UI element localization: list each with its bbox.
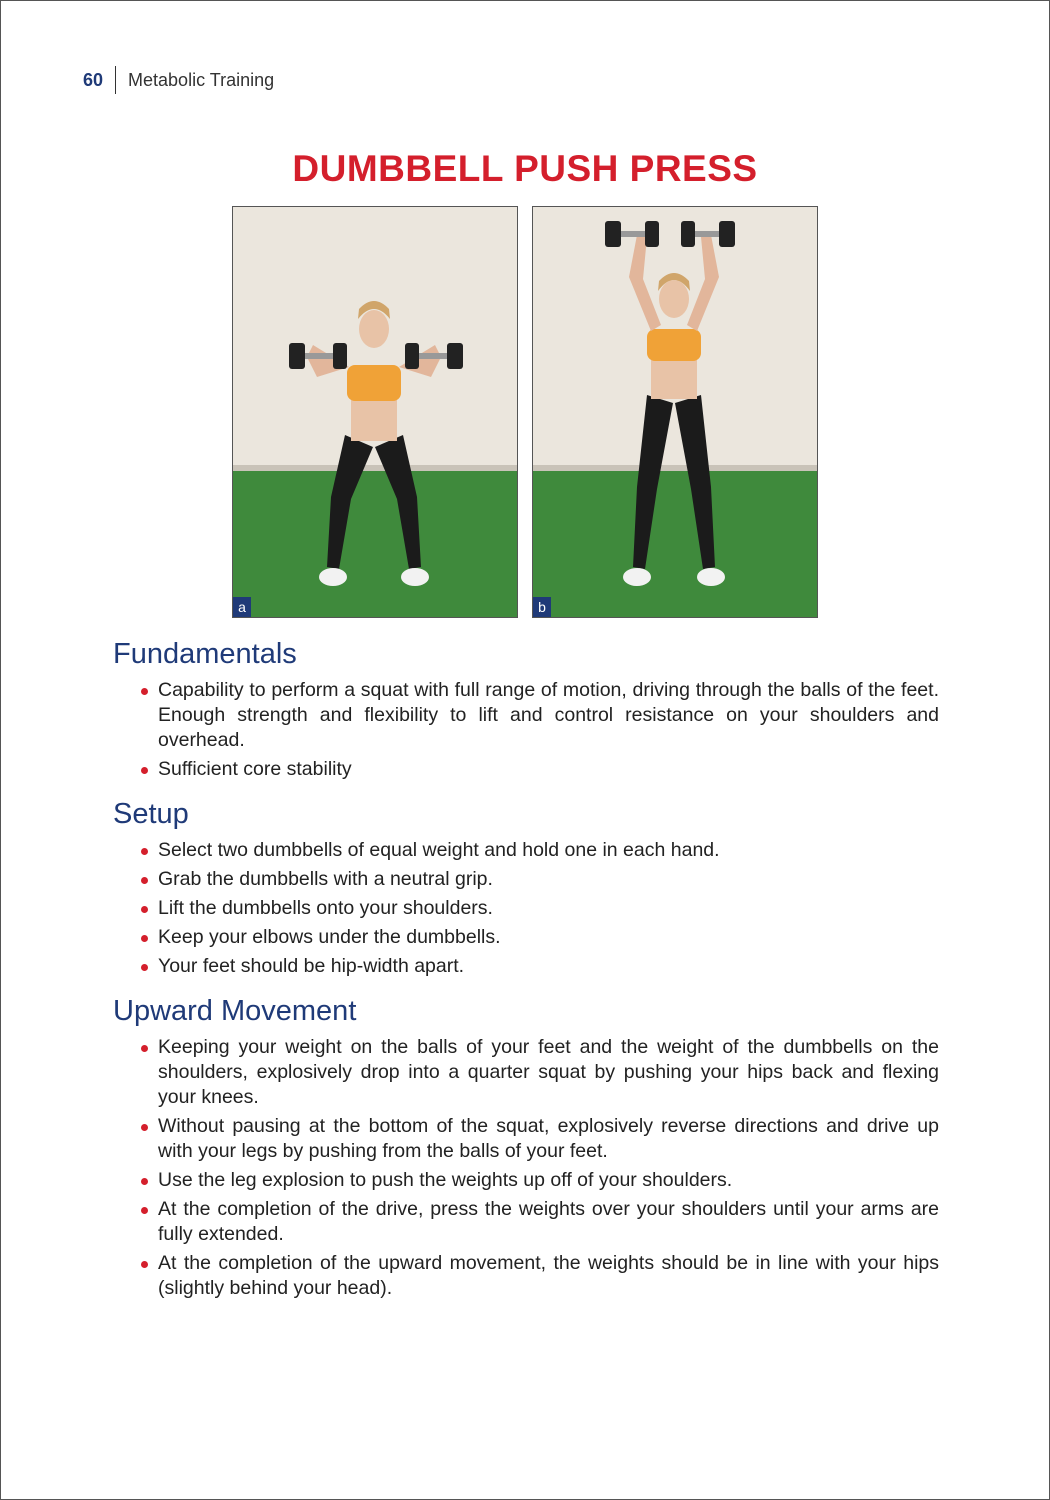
photo-end-illustration bbox=[533, 207, 817, 617]
photo-label-a: a bbox=[233, 597, 251, 617]
photo-label-b: b bbox=[533, 597, 551, 617]
photo-start-position bbox=[232, 206, 518, 618]
list-item: Use the leg explosion to push the weights up off of your shoulders. bbox=[113, 1168, 939, 1193]
list-item: At the completion of the upward movement, the weights should be in line with your hips (slightly behind your head). bbox=[113, 1251, 939, 1301]
list-item: Lift the dumbbells onto your shoulders. bbox=[113, 896, 939, 921]
fundamentals-heading: Fundamentals bbox=[113, 638, 297, 670]
photo-end-position bbox=[532, 206, 818, 618]
list-item: Without pausing at the bottom of the squat, explosively reverse directions and drive up with your legs by pushing from the balls of your feet. bbox=[113, 1114, 939, 1164]
list-item: Grab the dumbbells with a neutral grip. bbox=[113, 867, 939, 892]
exercise-title: DUMBBELL PUSH PRESS bbox=[292, 148, 758, 189]
list-item: Capability to perform a squat with full range of motion, driving through the balls of the feet. Enough strength and flexibility to lift and control resistance on your shoulders and overhead. bbox=[113, 678, 939, 753]
upward-movement-list bbox=[113, 1035, 939, 1301]
exercise-instructions bbox=[113, 636, 939, 1309]
page-number: 60 bbox=[83, 69, 104, 90]
fundamentals-list bbox=[113, 678, 939, 782]
running-head-divider bbox=[115, 66, 116, 94]
setup-list bbox=[113, 838, 939, 979]
list-item: Select two dumbbells of equal weight and hold one in each hand. bbox=[113, 838, 939, 863]
list-item: Your feet should be hip-width apart. bbox=[113, 954, 939, 979]
list-item: Sufficient core stability bbox=[113, 757, 939, 782]
upward-movement-heading: Upward Movement bbox=[113, 995, 357, 1027]
chapter-title: Metabolic Training bbox=[128, 69, 275, 90]
setup-heading: Setup bbox=[113, 798, 189, 830]
photo-start-illustration bbox=[233, 207, 517, 617]
running-head bbox=[83, 66, 274, 94]
list-item: Keeping your weight on the balls of your feet and the weight of the dumbbells on the shoulders, explosively drop into a quarter squat by pushing your hips back and flexing your knees. bbox=[113, 1035, 939, 1110]
list-item: At the completion of the drive, press the weights over your shoulders until your arms are fully extended. bbox=[113, 1197, 939, 1247]
list-item: Keep your elbows under the dumbbells. bbox=[113, 925, 939, 950]
